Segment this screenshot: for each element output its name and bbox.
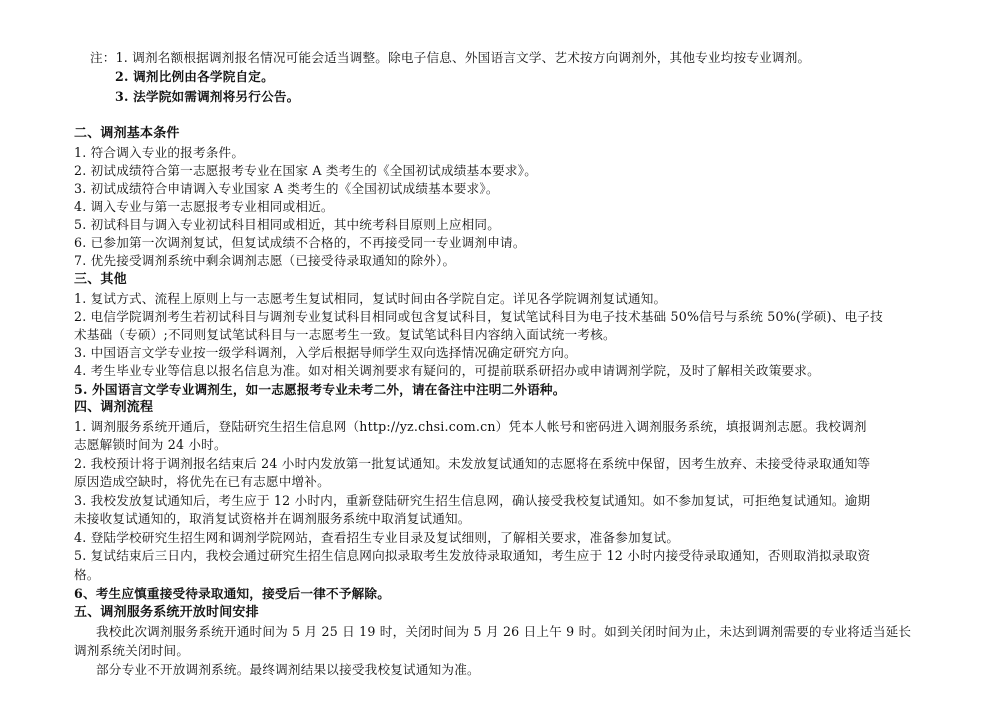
section-3-heading: 三、其他 bbox=[74, 272, 127, 287]
section-4-item-1-line-1: 1. 调剂服务系统开通后，登陆研究生招生信息网（http://yz.chsi.com.cn）凭本人帐号和密码进入调剂服务系统，填报调剂志愿。我校调剂 bbox=[74, 419, 867, 434]
section-5-para-2: 部分专业不开放调剂系统。最终调剂结果以接受我校复试通知为准。 bbox=[96, 662, 480, 677]
section-5-heading: 五、调剂服务系统开放时间安排 bbox=[74, 605, 259, 620]
section-3-item-1: 1. 复试方式、流程上原则上与一志愿考生复试相同，复试时间由各学院自定。详见各学院调剂复试通知。 bbox=[74, 291, 667, 306]
section-4-heading: 四、调剂流程 bbox=[74, 400, 154, 415]
notes-item-1-text: 1. 调剂名额根据调剂报名情况可能会适当调整。除电子信息、外国语言文学、艺术按方向调剂外，其他专业均按专业调剂。 bbox=[115, 50, 811, 65]
section-2-heading: 二、调剂基本条件 bbox=[74, 126, 180, 141]
section-4-item-5-line-1: 5. 复试结束后三日内，我校会通过研究生招生信息网向拟录取考生发放待录取通知，考生应于 12 小时内接受待录取通知，否则取消拟录取资 bbox=[74, 548, 871, 563]
section-3-item-3: 3. 中国语言文学专业按一级学科调剂，入学后根据导师学生双向选择情况确定研究方向。 bbox=[74, 345, 577, 360]
section-2-item-3: 3. 初试成绩符合申请调入专业国家 A 类考生的《全国初试成绩基本要求》。 bbox=[74, 181, 499, 196]
notes-prefix: 注： bbox=[90, 50, 116, 65]
notes-item-3: 3. 法学院如需调剂将另行公告。 bbox=[115, 89, 300, 104]
section-3-item-2-line-2: 术基础（专硕）;不同则复试笔试科目与一志愿考生一致。复试笔试科目内容纳入面试统一考核。 bbox=[74, 327, 616, 342]
section-4-item-1-line-2: 志愿解锁时间为 24 小时。 bbox=[74, 437, 227, 452]
section-4-item-2-line-1: 2. 我校预计将于调剂报名结束后 24 小时内发放第一批复试通知。未发放复试通知的志愿将在系统中保留，因考生放弃、未接受待录取通知等 bbox=[74, 456, 871, 471]
section-5-para-1-line-2: 调剂系统关闭时间。 bbox=[74, 643, 190, 658]
section-2-item-1: 1. 符合调入专业的报考条件。 bbox=[74, 145, 245, 160]
section-4-item-2-line-2: 原因造成空缺时，将优先在已有志愿中增补。 bbox=[74, 474, 330, 489]
notes-item-1 bbox=[90, 49, 810, 67]
section-4-item-3-line-2: 未接收复试通知的，取消复试资格并在调剂服务系统中取消复试通知。 bbox=[74, 511, 471, 526]
section-3-item-2-line-1: 2. 电信学院调剂考生若初试科目与调剂专业复试科目相同或包含复试科目，复试笔试科目为电子技术基础 50%信号与系统 50%(学硕)、电子技 bbox=[74, 309, 883, 324]
section-5-para-1-line-1: 我校此次调剂服务系统开通时间为 5 月 25 日 19 时，关闭时间为 5 月 26 日上午 9 时。如到关闭时间为止，未达到调剂需要的专业将适当延长 bbox=[96, 624, 912, 639]
section-2-item-4: 4. 调入专业与第一志愿报考专业相同或相近。 bbox=[74, 199, 334, 214]
section-2-item-2: 2. 初试成绩符合第一志愿报考专业在国家 A 类考生的《全国初试成绩基本要求》。 bbox=[74, 163, 538, 178]
section-2-item-7: 7. 优先接受调剂系统中剩余调剂志愿（已接受待录取通知的除外）。 bbox=[74, 253, 456, 268]
section-4-item-5-line-2: 格。 bbox=[74, 567, 100, 582]
section-4-item-4: 4. 登陆学校研究生招生网和调剂学院网站，查看招生专业目录及复试细则，了解相关要求，准备参加复试。 bbox=[74, 530, 680, 545]
section-4-item-3-line-1: 3. 我校发放复试通知后，考生应于 12 小时内，重新登陆研究生招生信息网，确认接受我校复试通知。如不参加复试，可拒绝复试通知。逾期 bbox=[74, 493, 871, 508]
notes-item-2: 2. 调剂比例由各学院自定。 bbox=[115, 69, 274, 84]
section-2-item-5: 5. 初试科目与调入专业初试科目相同或相近，其中统考科目原则上应相同。 bbox=[74, 217, 501, 232]
section-3-item-4: 4. 考生毕业专业等信息以报名信息为准。如对相关调剂要求有疑问的，可提前联系研招办或申请调剂学院，及时了解相关政策要求。 bbox=[74, 363, 820, 378]
section-3-item-5: 5. 外国语言文学专业调剂生，如一志愿报考专业未考二外，请在备注中注明二外语种。 bbox=[74, 382, 566, 397]
section-2-item-6: 6. 已参加第一次调剂复试，但复试成绩不合格的，不再接受同一专业调剂申请。 bbox=[74, 235, 526, 250]
section-4-item-6: 6、考生应慎重接受待录取通知，接受后一律不予解除。 bbox=[74, 586, 391, 601]
